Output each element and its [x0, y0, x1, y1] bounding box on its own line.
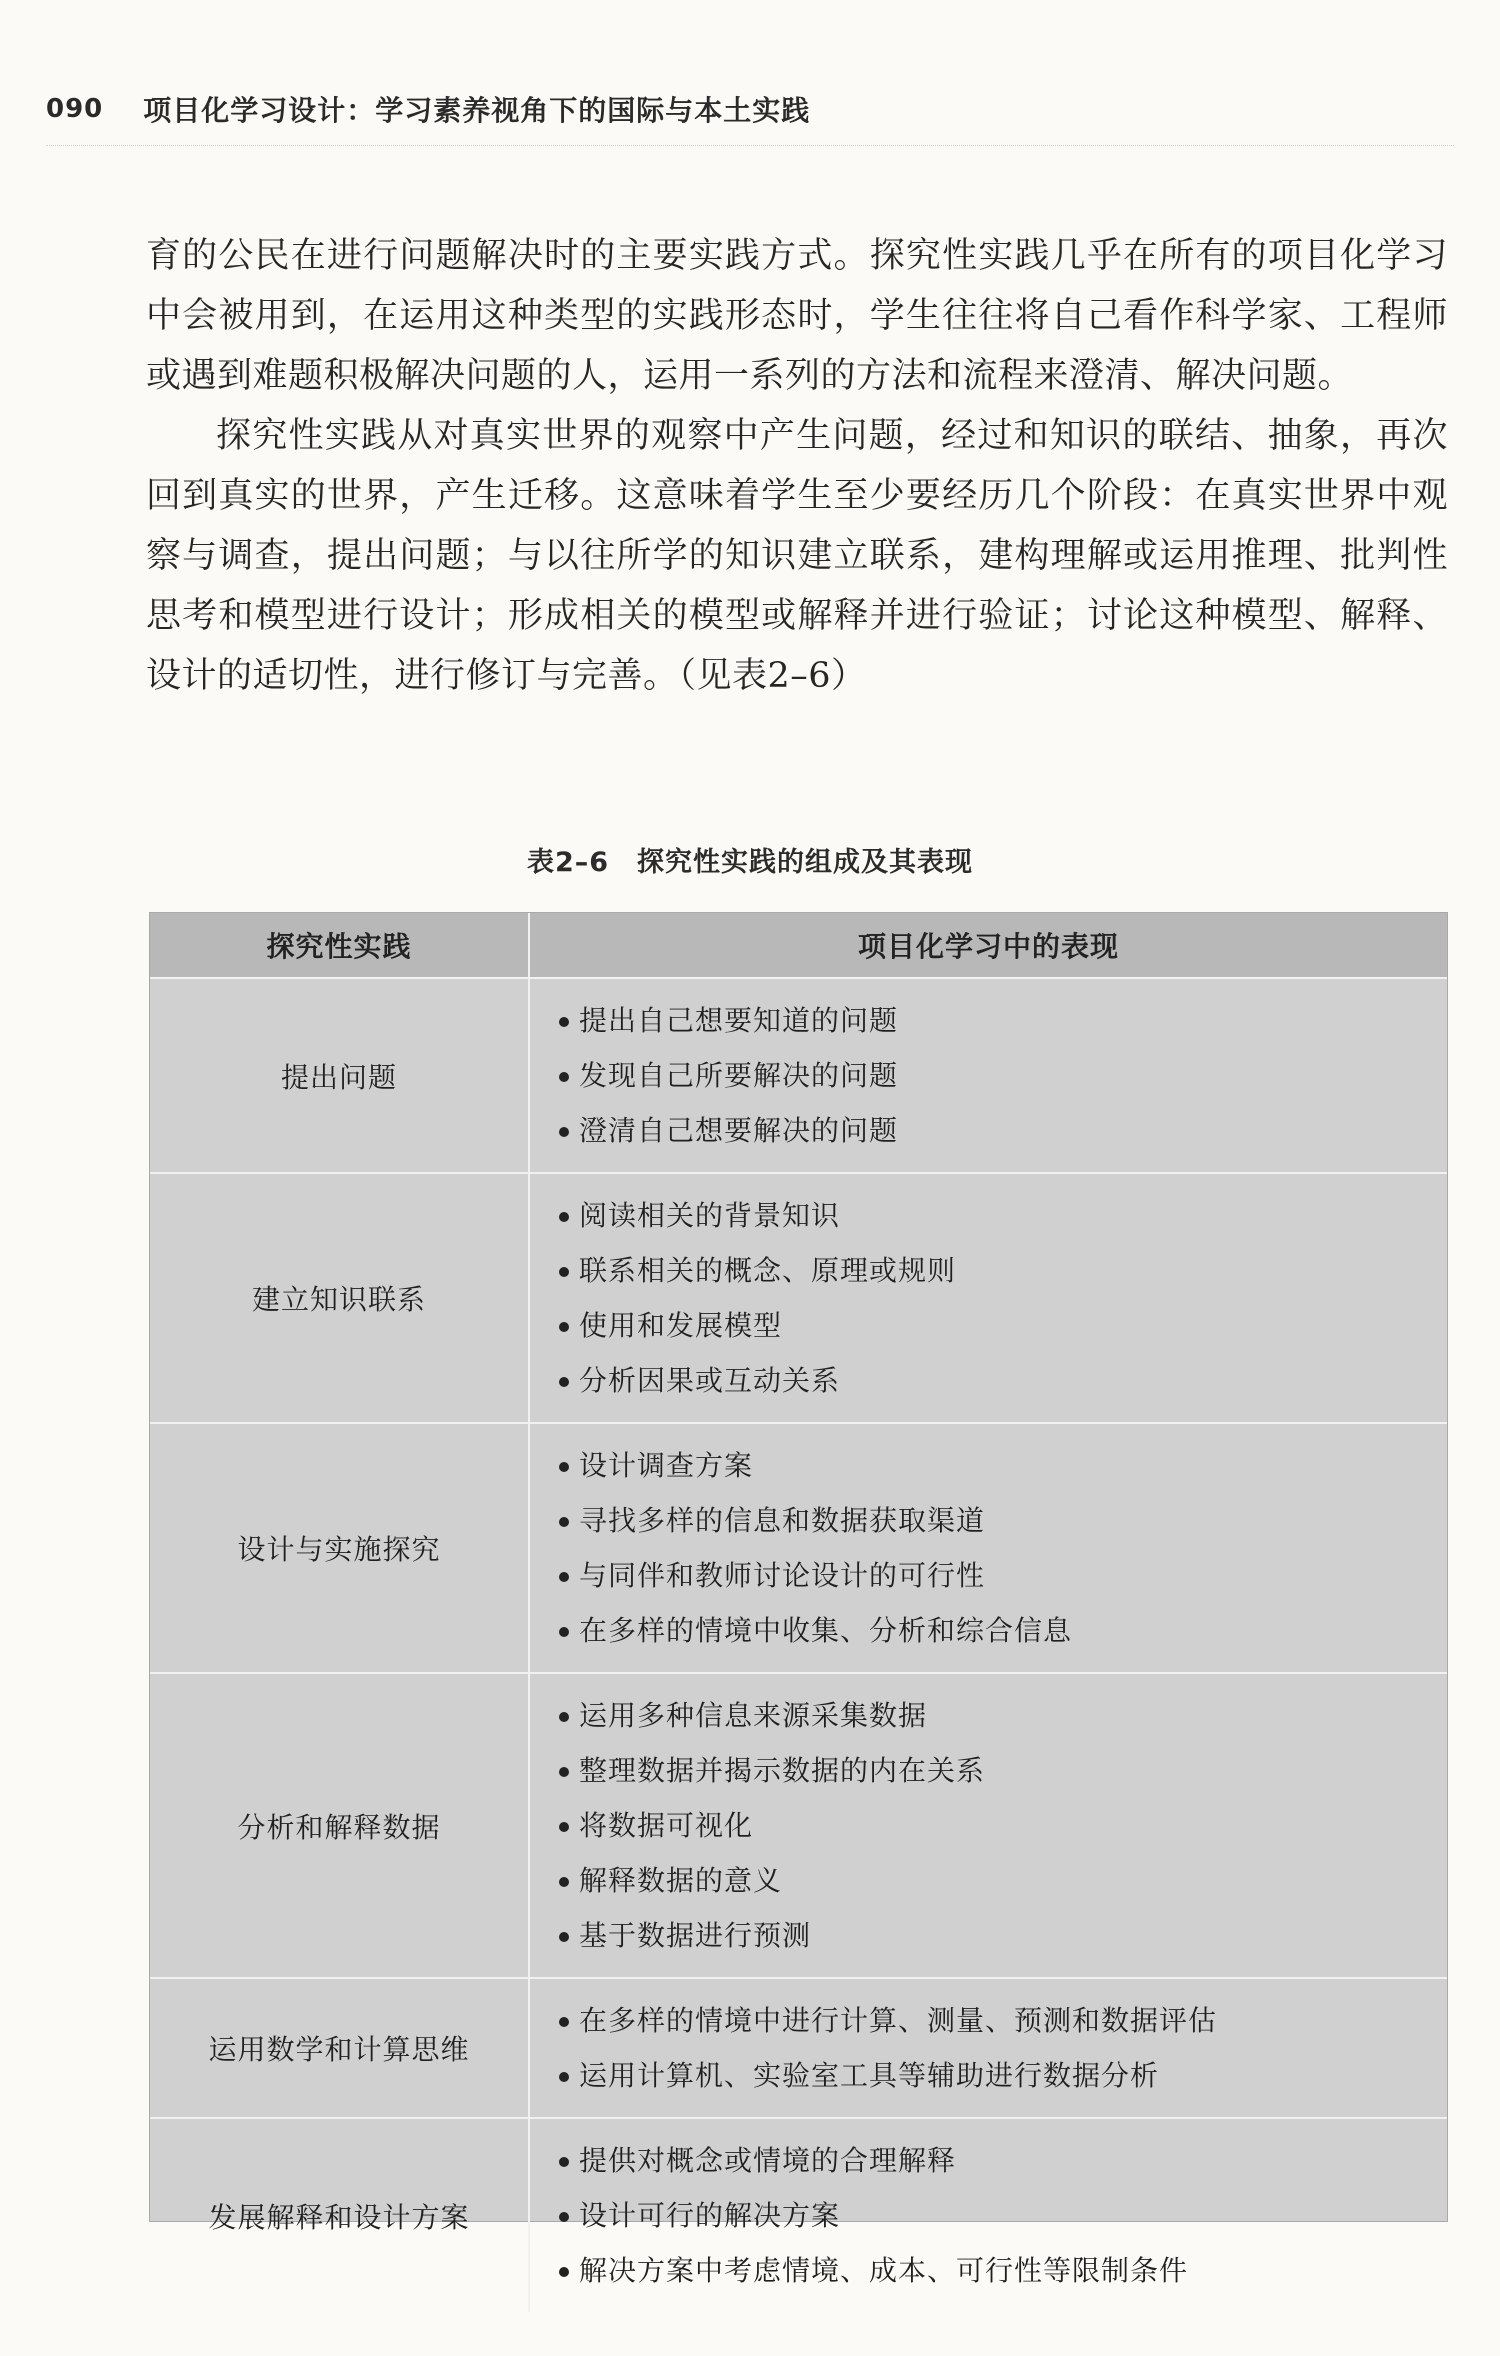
performance-item: 运用多种信息来源采集数据 [559, 1688, 1447, 1743]
performance-item: 设计可行的解决方案 [559, 2188, 1447, 2243]
table-header-performance: 项目化学习中的表现 [529, 913, 1447, 978]
performance-item: 阅读相关的背景知识 [559, 1188, 1447, 1243]
table-row [150, 2118, 1447, 2312]
performance-item: 解释数据的意义 [559, 1853, 1447, 1908]
performance-item: 使用和发展模型 [559, 1298, 1447, 1353]
practice-name: 运用数学和计算思维 [150, 1978, 529, 2118]
table-row [150, 1978, 1447, 2118]
performance-item: 将数据可视化 [559, 1798, 1447, 1853]
table-caption: 表2–6 探究性实践的组成及其表现 [526, 847, 974, 878]
running-header [46, 88, 1454, 130]
body-paragraph-2: 探究性实践从对真实世界的观察中产生问题，经过和知识的联结、抽象，再次回到真实的世界，产生迁移。这意味着学生至少要经历几个阶段：在真实世界中观察与调查，提出问题；与以往所学的知识建立联系，建构理解或运用推理、批判性思考和模型进行设计；形成相关的模型或解释并进行验证；讨论这种模型、解释、设计的适切性，进行修订与完善。（见表2–6） [146, 416, 1448, 696]
performance-cell [529, 1423, 1447, 1673]
book-title: 项目化学习设计：学习素养视角下的国际与本土实践 [143, 94, 811, 127]
performance-cell [529, 2118, 1447, 2312]
performance-cell [529, 1978, 1447, 2118]
performance-item: 运用计算机、实验室工具等辅助进行数据分析 [559, 2048, 1447, 2103]
performance-item: 解决方案中考虑情境、成本、可行性等限制条件 [559, 2243, 1447, 2298]
practice-name: 发展解释和设计方案 [150, 2118, 529, 2312]
performance-item: 设计调查方案 [559, 1438, 1447, 1493]
performance-item: 基于数据进行预测 [559, 1908, 1447, 1963]
table-grid [150, 913, 1447, 2312]
performance-item: 提供对概念或情境的合理解释 [559, 2133, 1447, 2188]
performance-item: 发现自己所要解决的问题 [559, 1048, 1447, 1103]
performance-item: 与同伴和教师讨论设计的可行性 [559, 1548, 1447, 1603]
practice-name: 设计与实施探究 [150, 1423, 529, 1673]
performance-item: 澄清自己想要解决的问题 [559, 1103, 1447, 1158]
performance-cell [529, 1173, 1447, 1423]
body-text [146, 226, 1448, 706]
performance-cell [529, 1673, 1447, 1978]
performance-cell [529, 978, 1447, 1173]
practice-name: 提出问题 [150, 978, 529, 1173]
body-paragraph-1: 育的公民在进行问题解决时的主要实践方式。探究性实践几乎在所有的项目化学习中会被用到，在运用这种类型的实践形态时，学生往往将自己看作科学家、工程师或遇到难题积极解决问题的人，运用一系列的方法和流程来澄清、解决问题。 [146, 236, 1448, 396]
table-row [150, 1423, 1447, 1673]
table-header-practice: 探究性实践 [150, 913, 529, 978]
practice-name: 分析和解释数据 [150, 1673, 529, 1978]
practice-name: 建立知识联系 [150, 1173, 529, 1423]
page-number: 090 [46, 94, 104, 124]
performance-item: 联系相关的概念、原理或规则 [559, 1243, 1447, 1298]
performance-item: 在多样的情境中进行计算、测量、预测和数据评估 [559, 1993, 1447, 2048]
table-row [150, 1673, 1447, 1978]
header-divider [46, 145, 1454, 146]
performance-item: 提出自己想要知道的问题 [559, 993, 1447, 1048]
performance-item: 寻找多样的信息和数据获取渠道 [559, 1493, 1447, 1548]
table-header-row [150, 913, 1447, 978]
performance-item: 整理数据并揭示数据的内在关系 [559, 1743, 1447, 1798]
inquiry-practice-table [149, 912, 1448, 2287]
table-row [150, 978, 1447, 1173]
table-row [150, 1173, 1447, 1423]
performance-item: 分析因果或互动关系 [559, 1353, 1447, 1408]
performance-item: 在多样的情境中收集、分析和综合信息 [559, 1603, 1447, 1658]
